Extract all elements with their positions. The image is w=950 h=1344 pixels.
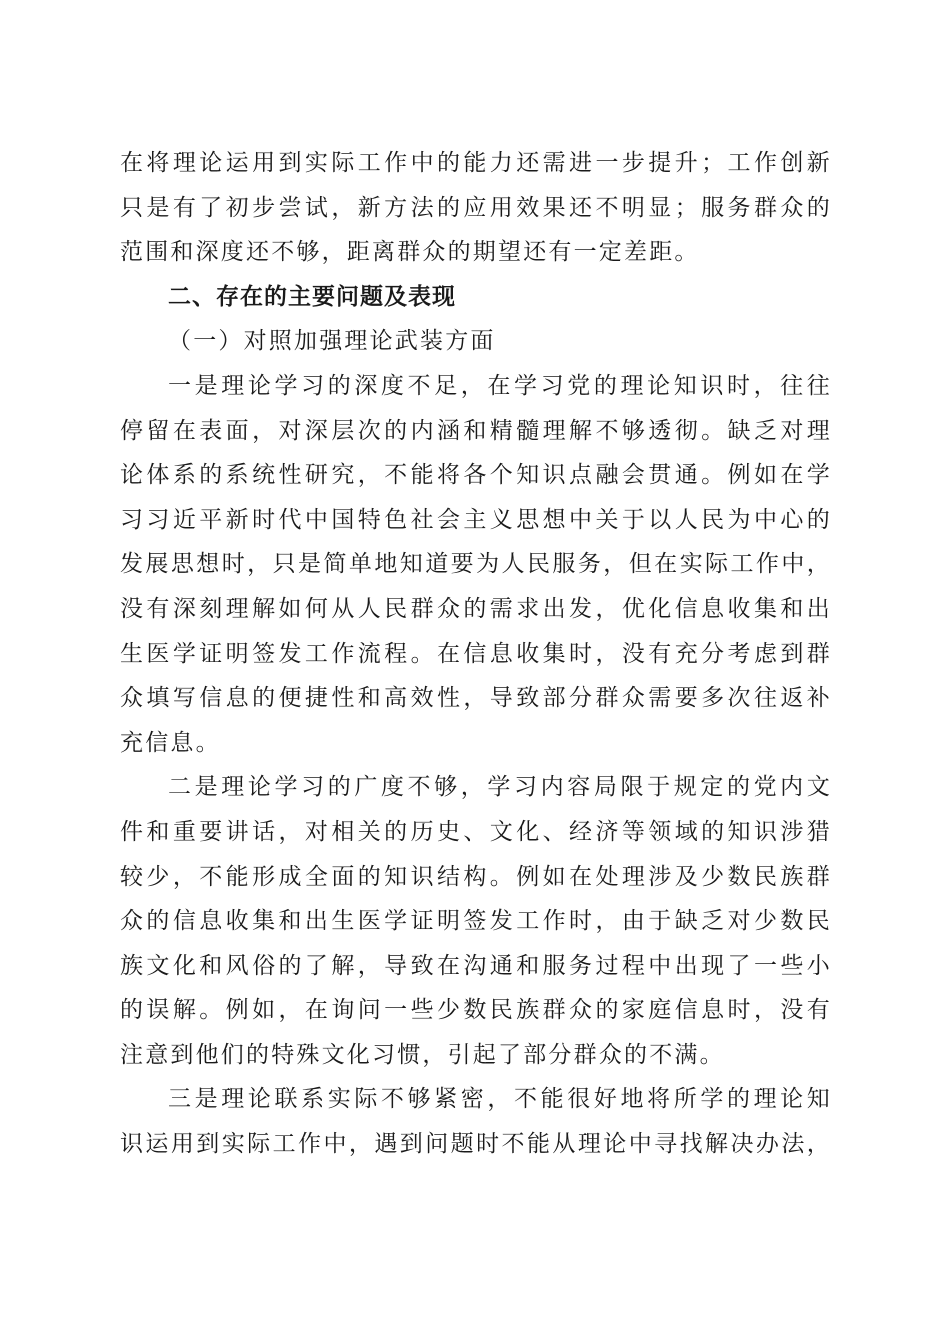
text-line: 只是有了初步尝试，新方法的应用效果还不明显；服务群众的 [120,194,832,221]
paragraph-2 [120,765,832,1077]
text-line: 识运用到实际工作中，遇到问题时不能从理论中寻找解决办法， [120,1131,832,1158]
text-line: 注意到他们的特殊文化习惯，引起了部分群众的不满。 [120,1041,725,1068]
text-line: 的误解。例如，在询问一些少数民族群众的家庭信息时，没有 [120,997,832,1024]
text-line: 一是理论学习的深度不足，在学习党的理论知识时，往往 [168,372,832,399]
text-line: 在将理论运用到实际工作中的能力还需进一步提升；工作创新 [120,150,832,176]
subsection-heading: （一）对照加强理论武装方面 [168,328,496,355]
document-body [120,141,832,1167]
text-line: 众填写信息的便捷性和高效性，导致部分群众需要多次往返补 [120,685,832,712]
text-line: 发展思想时，只是简单地知道要为人民服务，但在实际工作中， [120,551,832,578]
text-line: 二是理论学习的广度不够，学习内容局限于规定的党内文 [168,774,832,801]
text-line: 较少，不能形成全面的知识结构。例如在处理涉及少数民族群 [120,863,832,890]
text-line: 停留在表面，对深层次的内涵和精髓理解不够透彻。缺乏对理 [120,417,832,444]
text-line: 生医学证明签发工作流程。在信息收集时，没有充分考虑到群 [120,640,832,667]
paragraph-1 [120,364,832,765]
text-line: 论体系的系统性研究，不能将各个知识点融会贯通。例如在学 [120,462,832,489]
paragraph-3 [120,1077,832,1166]
text-line: 众的信息收集和出生医学证明签发工作时，由于缺乏对少数民 [120,908,832,935]
intro-paragraph [120,141,832,275]
text-line: 充信息。 [120,729,221,756]
text-line: 族文化和风俗的了解，导致在沟通和服务过程中出现了一些小 [120,952,832,979]
text-line: 范围和深度还不够，距离群众的期望还有一定差距。 [120,239,700,266]
text-line: 件和重要讲话，对相关的历史、文化、经济等领域的知识涉猎 [120,818,832,845]
text-line: 习习近平新时代中国特色社会主义思想中关于以人民为中心的 [120,506,832,533]
text-line: 没有深刻理解如何从人民群众的需求出发，优化信息收集和出 [120,595,832,622]
text-line: 三是理论联系实际不够紧密，不能很好地将所学的理论知 [168,1086,832,1113]
section-heading: 二、存在的主要问题及表现 [168,283,456,310]
